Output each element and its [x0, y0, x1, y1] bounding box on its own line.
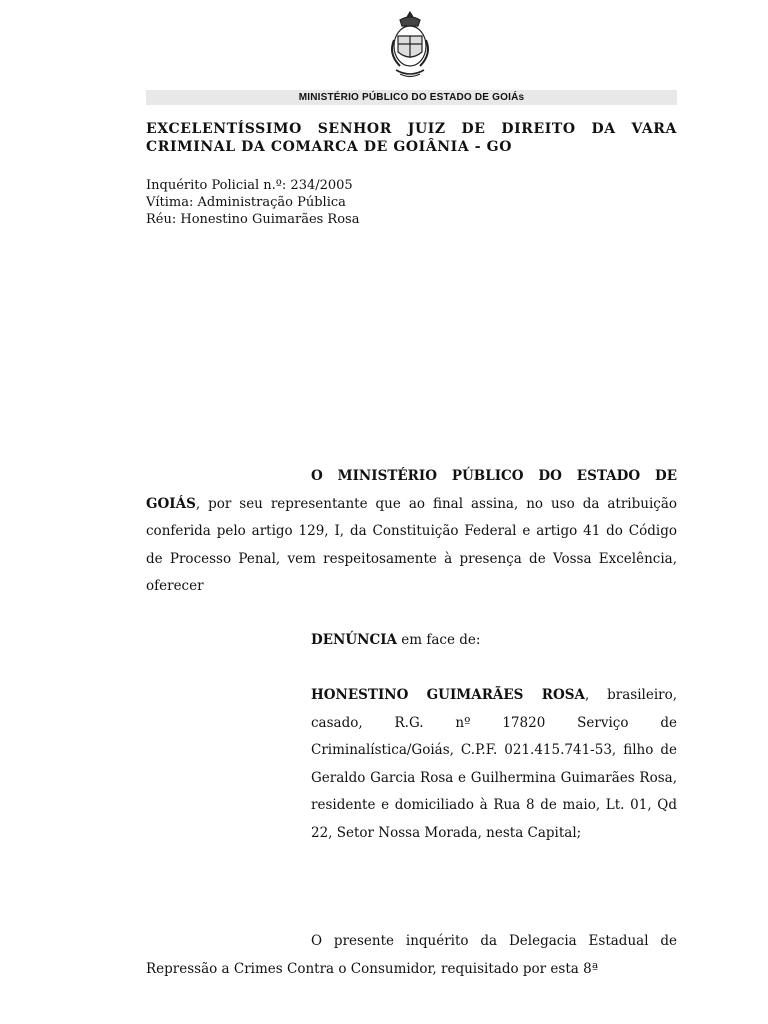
inquiry-number: Inquérito Policial n.º: 234/2005 — [146, 178, 353, 193]
facts-text: O presente inquérito da Delegacia Estadual de Repressão a Crimes Contra o Consumidor, requisitado por esta 8ª — [146, 933, 677, 977]
denuncia-title: DENÚNCIA — [311, 632, 397, 648]
intro-paragraph — [146, 463, 677, 601]
accused-name: HONESTINO GUIMARÃES ROSA — [311, 687, 585, 703]
denuncia-text: em face de: — [396, 632, 481, 648]
coat-of-arms-icon — [386, 10, 434, 80]
accused-qualification — [311, 682, 677, 847]
institution-header: MINISTÉRIO PÚBLICO DO ESTADO DE GOIÁs — [146, 90, 677, 105]
victim: Vítima: Administração Pública — [146, 195, 346, 210]
facts-paragraph — [146, 928, 677, 983]
defendant-line: Réu: Honestino Guimarães Rosa — [146, 212, 360, 227]
accused-details: , brasileiro, casado, R.G. nº 17820 Serviço de Criminalística/Goiás, C.P.F. 021.415.741-53, filho de Geraldo Garcia Rosa e Guilhermina Guimarães Rosa, residente e domiciliado à Rua 8 de maio, Lt. 01, Qd 22, Setor Nossa Morada, nesta Capital; — [311, 687, 678, 841]
case-info — [146, 177, 677, 228]
addressee: EXCELENTÍSSIMO SENHOR JUIZ DE DIREITO DA VARA CRIMINAL DA COMARCA DE GOIÂNIA - GO — [146, 121, 677, 155]
intro-text: , por seu representante que ao final assina, no uso da atribuição conferida pelo artigo 129, I, da Constituição Federal e artigo 41 do Código de Processo Penal, vem respeitosamente à presença de Vossa Excelência, oferecer — [146, 495, 677, 594]
party-name: O MINISTÉRIO PÚBLICO DO ESTADO DE GOIÁS — [146, 468, 677, 512]
denuncia-line — [311, 627, 677, 655]
